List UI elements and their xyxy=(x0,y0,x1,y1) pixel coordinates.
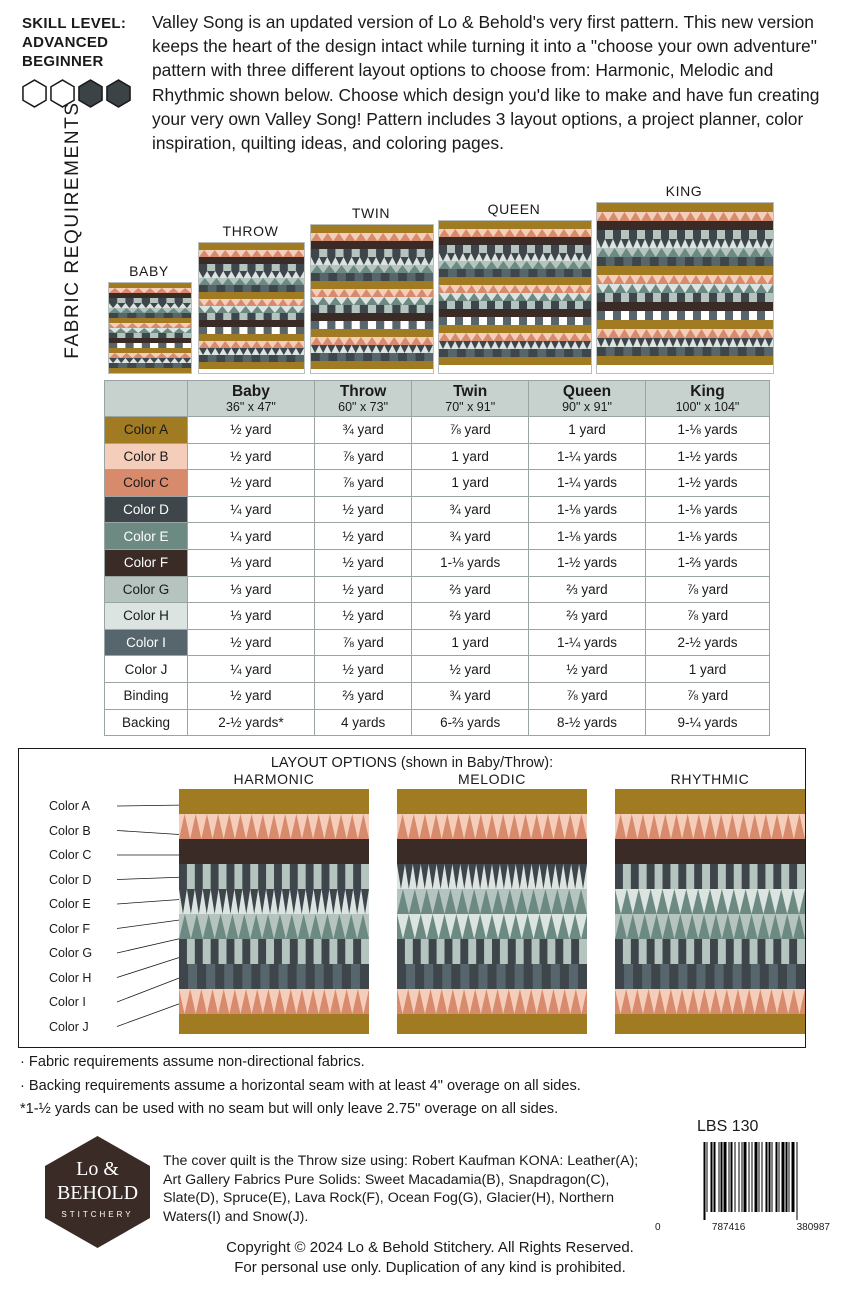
quilt-band xyxy=(109,328,191,333)
skill-level-line3: BEGINNER xyxy=(22,53,104,70)
quilt-band xyxy=(199,250,304,257)
quilt-band xyxy=(199,264,304,271)
table-row xyxy=(105,470,770,497)
fabric-cell: 1-⅛ yards xyxy=(645,523,769,550)
layout-name-harmonic: HARMONIC xyxy=(233,771,315,787)
fabric-cell: ¾ yard xyxy=(412,682,529,709)
fabric-cell: ½ yard xyxy=(314,656,411,683)
fabric-cell: ⅞ yard xyxy=(412,417,529,444)
fabric-cell: 1-⅛ yards xyxy=(529,523,646,550)
quilt-band xyxy=(311,265,433,273)
quilt-band xyxy=(597,302,773,311)
quilt-band xyxy=(597,329,773,338)
quilt-band xyxy=(199,306,304,313)
copyright-line1: Copyright © 2024 Lo & Behold Stitchery. All Rights Reserved. xyxy=(226,1239,634,1256)
footnotes xyxy=(20,1052,820,1123)
quilt-band xyxy=(199,334,304,341)
quilt-band xyxy=(199,271,304,278)
fabric-cell: ¼ yard xyxy=(188,523,315,550)
layout-name-rhythmic: RHYTHMIC xyxy=(670,771,750,787)
fabric-cell: 1-½ yards xyxy=(645,470,769,497)
fabric-cell: ⅞ yard xyxy=(314,443,411,470)
quilt-band xyxy=(199,313,304,320)
quilt-band xyxy=(199,320,304,327)
sku-code: LBS 130 xyxy=(697,1118,759,1135)
quilt-band xyxy=(311,337,433,345)
quilt-band xyxy=(597,356,773,365)
fabric-cell: ½ yard xyxy=(412,656,529,683)
fabric-cell: 1-⅛ yards xyxy=(645,417,769,444)
quilt-band xyxy=(311,281,433,289)
skill-hexagon xyxy=(106,79,131,108)
fabric-cell: ⅓ yard xyxy=(188,549,315,576)
quilt-band xyxy=(439,221,591,229)
quilt-band xyxy=(109,298,191,303)
fabric-cell: 1-⅛ yards xyxy=(529,496,646,523)
fabric-cell: ½ yard xyxy=(314,549,411,576)
quilt-band xyxy=(109,303,191,308)
size-label-king: KING xyxy=(665,183,703,199)
barcode-digit-right: 380987 xyxy=(796,1222,830,1233)
quilt-band xyxy=(597,239,773,248)
quilt-band xyxy=(199,355,304,362)
quilt-diagram-king xyxy=(596,202,774,374)
quilt-band xyxy=(439,285,591,293)
layout-options-title: LAYOUT OPTIONS (shown in Baby/Throw): xyxy=(270,755,554,771)
quilt-band xyxy=(109,358,191,363)
legend-item-color-d: Color D xyxy=(49,872,92,887)
table-row xyxy=(105,709,770,736)
fabric-cell: ⅔ yard xyxy=(314,682,411,709)
quilt-band xyxy=(439,317,591,325)
quilt-band xyxy=(311,257,433,265)
quilt-band xyxy=(597,284,773,293)
fabric-row-label: Binding xyxy=(105,682,188,709)
fabric-cell: 2-½ yards* xyxy=(188,709,315,736)
fabric-cell: ½ yard xyxy=(188,443,315,470)
fabric-cell: ¾ yard xyxy=(314,417,411,444)
fabric-cell: ¼ yard xyxy=(188,496,315,523)
fabric-row-label: Color F xyxy=(105,549,188,576)
layout-options-legend xyxy=(49,794,169,1039)
fabric-row-label: Color C xyxy=(105,470,188,497)
quilt-band xyxy=(109,313,191,318)
quilt-band xyxy=(597,293,773,302)
quilt-band xyxy=(109,318,191,323)
footnote-1: · Fabric requirements assume non-directional fabrics. xyxy=(20,1054,365,1070)
quilt-band xyxy=(199,362,304,369)
fabric-cell: ½ yard xyxy=(314,496,411,523)
fabric-requirements-label: FABRIC REQUIREMENTS xyxy=(62,101,83,359)
size-label-baby: BABY xyxy=(129,263,169,279)
quilt-band xyxy=(439,349,591,357)
footnote-3: *1-½ yards can be used with no seam but will only leave 2.75" overage on all sides. xyxy=(20,1101,559,1117)
table-row xyxy=(105,629,770,656)
quilt-band xyxy=(597,203,773,212)
table-row xyxy=(105,443,770,470)
quilt-band xyxy=(439,357,591,365)
quilt-band xyxy=(311,313,433,321)
fabric-cell: ⅔ yard xyxy=(529,576,646,603)
table-row xyxy=(105,576,770,603)
quilt-band xyxy=(199,285,304,292)
fabric-row-label: Color I xyxy=(105,629,188,656)
fabric-cell: 1 yard xyxy=(645,656,769,683)
quilt-band xyxy=(439,261,591,269)
fabric-row-label: Color E xyxy=(105,523,188,550)
legend-item-color-e: Color E xyxy=(49,897,91,911)
layout-panel-rhythmic xyxy=(615,789,805,1034)
quilt-band xyxy=(597,257,773,266)
quilt-band xyxy=(311,241,433,249)
barcode xyxy=(686,1142,816,1222)
fabric-cell: 1 yard xyxy=(529,417,646,444)
quilt-band xyxy=(439,237,591,245)
quilt-band xyxy=(597,248,773,257)
cover-quilt-info: The cover quilt is the Throw size using: Robert Kaufman KONA: Leather(A); Art Gallery Fabrics Pure Solids: Sweet Macadamia(B), Snapdragon(C), Slate(D), Spruce(E), Lava Rock(F), Ocean Fog(G), Glacier(H), Northern Waters(I) and Snow(J). xyxy=(163,1153,639,1225)
quilt-band xyxy=(311,361,433,369)
fabric-cell: 1-½ yards xyxy=(645,443,769,470)
table-row xyxy=(105,656,770,683)
quilt-diagram-twin xyxy=(310,224,434,374)
fabric-requirements-table xyxy=(104,380,770,736)
barcode-digit-left: 0 xyxy=(655,1222,661,1233)
fabric-cell: ¼ yard xyxy=(188,656,315,683)
fabric-row-label: Color A xyxy=(105,417,188,444)
quilt-band xyxy=(311,297,433,305)
fabric-cell: 1 yard xyxy=(412,443,529,470)
skill-level-line2: ADVANCED xyxy=(22,34,109,51)
logo-line3: STITCHERY xyxy=(61,1210,134,1219)
quilt-band xyxy=(311,249,433,257)
size-label-throw: THROW xyxy=(222,223,279,239)
quilt-band xyxy=(311,321,433,329)
quilt-band xyxy=(439,309,591,317)
fabric-cell: ⅔ yard xyxy=(412,603,529,630)
quilt-band xyxy=(597,266,773,275)
legend-item-color-c: Color C xyxy=(49,848,92,862)
quilt-band xyxy=(311,353,433,361)
fabric-cell: ⅞ yard xyxy=(645,682,769,709)
quilt-band xyxy=(597,347,773,356)
quilt-band xyxy=(311,225,433,233)
fabric-row-label: Color D xyxy=(105,496,188,523)
fabric-cell: ⅓ yard xyxy=(188,576,315,603)
fabric-row-label: Backing xyxy=(105,709,188,736)
quilt-band xyxy=(311,305,433,313)
quilt-diagram-queen xyxy=(438,220,592,374)
fabric-cell: 1-⅛ yards xyxy=(645,496,769,523)
fabric-header-queen: Queen 90" x 91" xyxy=(529,381,646,417)
fabric-cell: ⅞ yard xyxy=(314,629,411,656)
legend-item-color-i: Color I xyxy=(49,995,86,1009)
quilt-band xyxy=(109,368,191,373)
fabric-header-blank xyxy=(105,381,188,417)
fabric-cell: ⅞ yard xyxy=(645,603,769,630)
brand-logo xyxy=(45,1136,150,1248)
fabric-cell: ⅞ yard xyxy=(529,682,646,709)
footnote-2: · Backing requirements assume a horizontal seam with at least 4" overage on all sides. xyxy=(20,1077,581,1094)
fabric-cell: ½ yard xyxy=(314,603,411,630)
fabric-cell: 1 yard xyxy=(412,470,529,497)
quilt-band xyxy=(199,278,304,285)
quilt-band xyxy=(311,345,433,353)
quilt-band xyxy=(199,341,304,348)
quilt-band xyxy=(597,275,773,284)
quilt-diagram-baby xyxy=(108,282,192,374)
size-label-twin: TWIN xyxy=(351,205,391,221)
fabric-cell: ½ yard xyxy=(314,576,411,603)
fabric-row-label: Color H xyxy=(105,603,188,630)
fabric-cell: 1-⅔ yards xyxy=(645,549,769,576)
quilt-band xyxy=(109,323,191,328)
fabric-cell: ⅞ yard xyxy=(314,470,411,497)
quilt-band xyxy=(439,253,591,261)
copyright-block xyxy=(150,1238,710,1278)
quilt-band xyxy=(311,273,433,281)
fabric-cell: 1-¼ yards xyxy=(529,443,646,470)
quilt-band xyxy=(597,221,773,230)
fabric-row-label: Color B xyxy=(105,443,188,470)
quilt-band xyxy=(109,283,191,288)
quilt-band xyxy=(109,338,191,343)
quilt-band xyxy=(199,299,304,306)
quilt-band xyxy=(439,301,591,309)
fabric-cell: ⅔ yard xyxy=(412,576,529,603)
fabric-cell: 1-¼ yards xyxy=(529,470,646,497)
fabric-cell: ⅞ yard xyxy=(645,576,769,603)
quilt-band xyxy=(109,353,191,358)
fabric-cell: ⅓ yard xyxy=(188,603,315,630)
quilt-band xyxy=(439,341,591,349)
quilt-band xyxy=(109,363,191,368)
fabric-cell: 6-⅔ yards xyxy=(412,709,529,736)
quilt-band xyxy=(439,325,591,333)
fabric-cell: ½ yard xyxy=(188,470,315,497)
barcode-digits xyxy=(655,1222,830,1233)
quilt-band xyxy=(439,229,591,237)
quilt-band xyxy=(311,289,433,297)
fabric-header-twin: Twin 70" x 91" xyxy=(412,381,529,417)
fabric-row-label: Color G xyxy=(105,576,188,603)
quilt-band xyxy=(597,311,773,320)
legend-item-color-f: Color F xyxy=(49,921,90,936)
fabric-cell: ½ yard xyxy=(314,523,411,550)
quilt-band xyxy=(199,327,304,334)
quilt-band xyxy=(597,320,773,329)
quilt-band xyxy=(109,343,191,348)
quilt-band xyxy=(109,308,191,313)
table-row xyxy=(105,496,770,523)
layout-options-box xyxy=(18,748,806,1048)
quilt-band xyxy=(597,230,773,239)
quilt-band xyxy=(199,348,304,355)
quilt-band xyxy=(199,243,304,250)
fabric-header-throw: Throw 60" x 73" xyxy=(314,381,411,417)
copyright-line2: For personal use only. Duplication of any kind is prohibited. xyxy=(234,1259,626,1276)
fabric-cell: 9-¼ yards xyxy=(645,709,769,736)
size-label-queen: QUEEN xyxy=(487,201,541,217)
legend-item-color-j: Color J xyxy=(49,1019,89,1034)
barcode-digit-mid: 787416 xyxy=(711,1222,746,1233)
quilt-band xyxy=(439,245,591,253)
fabric-cell: 4 yards xyxy=(314,709,411,736)
quilt-band xyxy=(439,293,591,301)
quilt-band xyxy=(199,292,304,299)
table-row xyxy=(105,603,770,630)
fabric-header-baby: Baby 36" x 47" xyxy=(188,381,315,417)
layout-name-melodic: MELODIC xyxy=(458,771,526,787)
skill-level-line1: SKILL LEVEL: xyxy=(22,15,127,32)
fabric-cell: ½ yard xyxy=(188,682,315,709)
legend-item-color-h: Color H xyxy=(49,970,92,985)
quilt-band xyxy=(439,277,591,285)
quilt-band xyxy=(109,348,191,353)
quilt-band xyxy=(311,233,433,241)
fabric-header-king: King 100" x 104" xyxy=(645,381,769,417)
fabric-cell: 1-½ yards xyxy=(529,549,646,576)
quilt-diagram-throw xyxy=(198,242,305,374)
quilt-band xyxy=(109,288,191,293)
logo-line2: BEHOLD xyxy=(56,1182,139,1204)
fabric-cell: ½ yard xyxy=(188,629,315,656)
intro-paragraph: Valley Song is an updated version of Lo & Behold's very first pattern. This new version keeps the heart of the design intact while turning it into a "choose your own adventure" pattern with three different layout options to choose from: Harmonic, Melodic and Rhythmic shown below. Choose which design you'd like to make and have fun creating your very own Valley Song! Pattern includes 3 layout options, a project planner, color inspiration, quilting ideas, and coloring pages. xyxy=(152,12,820,154)
fabric-cell: 2-½ yards xyxy=(645,629,769,656)
fabric-cell: ¾ yard xyxy=(412,523,529,550)
fabric-cell: 8-½ yards xyxy=(529,709,646,736)
table-row xyxy=(105,523,770,550)
quilt-band xyxy=(199,257,304,264)
quilt-band xyxy=(597,212,773,221)
quilt-band xyxy=(439,333,591,341)
logo-line1: Lo & xyxy=(76,1158,119,1180)
fabric-row-label: Color J xyxy=(105,656,188,683)
quilt-band xyxy=(311,329,433,337)
skill-hexagon xyxy=(22,79,47,108)
legend-item-color-g: Color G xyxy=(49,946,93,960)
table-row xyxy=(105,549,770,576)
quilt-size-diagrams xyxy=(0,182,841,372)
fabric-cell: ¾ yard xyxy=(412,496,529,523)
fabric-cell: ½ yard xyxy=(529,656,646,683)
quilt-band xyxy=(597,338,773,347)
quilt-band xyxy=(109,293,191,298)
quilt-band xyxy=(439,269,591,277)
fabric-cell: ½ yard xyxy=(188,417,315,444)
fabric-cell: 1-⅛ yards xyxy=(412,549,529,576)
fabric-cell: ⅔ yard xyxy=(529,603,646,630)
legend-item-color-b: Color B xyxy=(49,823,91,838)
table-row xyxy=(105,682,770,709)
legend-item-color-a: Color A xyxy=(49,799,90,813)
quilt-band xyxy=(109,333,191,338)
layout-panel-melodic xyxy=(397,789,587,1034)
table-row xyxy=(105,417,770,444)
fabric-cell: 1-¼ yards xyxy=(529,629,646,656)
layout-panel-harmonic xyxy=(179,789,369,1034)
fabric-cell: 1 yard xyxy=(412,629,529,656)
